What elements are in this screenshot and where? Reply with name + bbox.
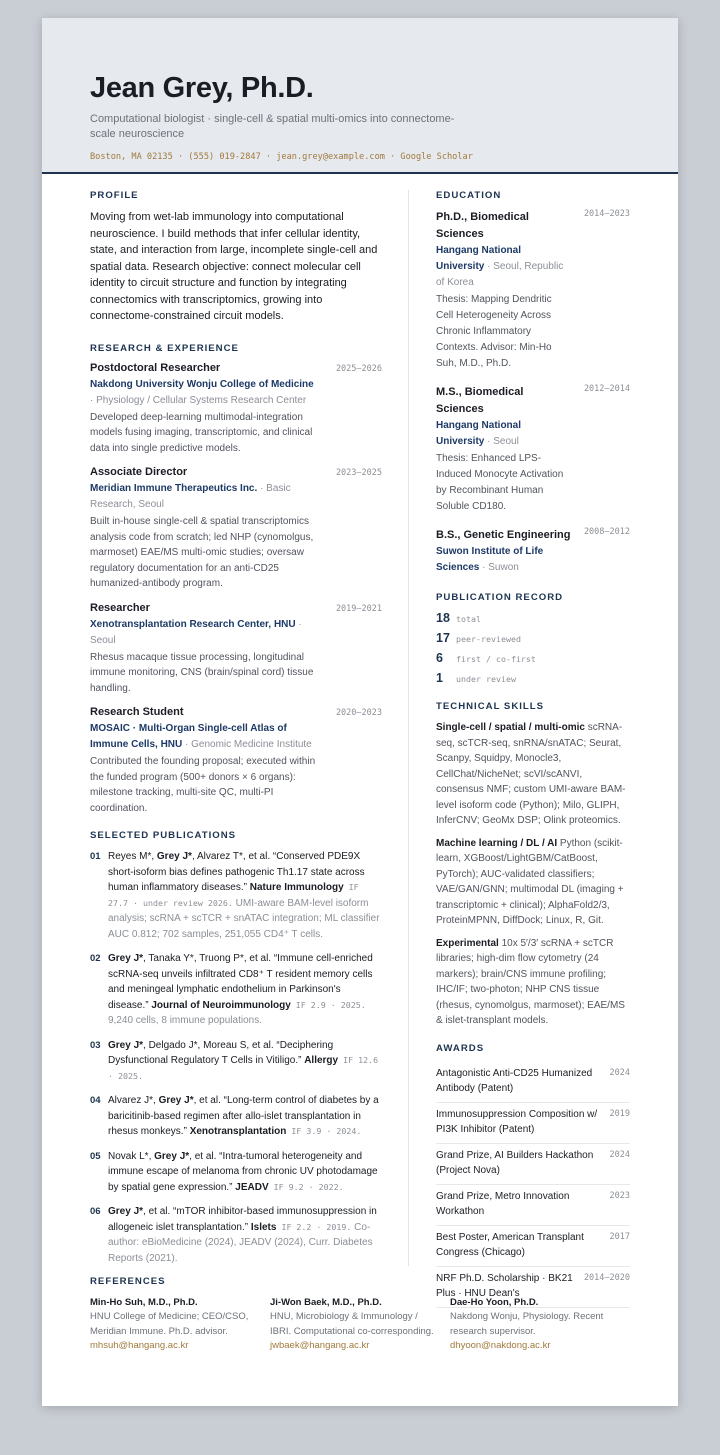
- section-title-experience: RESEARCH & EXPERIENCE: [90, 342, 239, 354]
- contact-line[interactable]: Boston, MA 02135 · (555) 019-2847 · jean.grey@example.com · Google Scholar: [90, 152, 473, 162]
- award-year: 2024: [609, 1067, 630, 1078]
- award-item: [436, 1103, 630, 1144]
- citation-authors-pre: Reyes M*,: [108, 851, 157, 862]
- organization-name: Meridian Immune Therapeutics Inc.: [90, 483, 258, 494]
- stat-count: 18: [436, 611, 450, 625]
- publication-number: 02: [90, 953, 101, 964]
- stat-row: [436, 651, 630, 665]
- publication-citation: [108, 1204, 382, 1266]
- school-name: Hangang National University: [436, 420, 522, 447]
- job-organization: [90, 617, 318, 649]
- reference-email-link[interactable]: dhyoon@nakdong.ac.kr: [450, 1340, 551, 1351]
- degree-dates: 2014–2023: [583, 209, 630, 219]
- job-description: Developed deep-learning multimodal-integration models fusing imaging, transcriptomic, and clinical data into single predictive models.: [90, 411, 313, 454]
- tagline: Computational biologist · single-cell & spatial multi-omics into connectome-scale neuroscience: [90, 113, 455, 140]
- degree-title: M.S., Biomedical Sciences: [436, 386, 524, 415]
- page-title: Jean Grey, Ph.D.: [90, 72, 314, 104]
- education-item: [436, 527, 630, 576]
- organization-name: Xenotransplantation Research Center, HNU: [90, 618, 296, 630]
- reference-name: Min-Ho Suh, M.D., Ph.D.: [90, 1297, 198, 1308]
- award-year: 2017: [609, 1231, 630, 1242]
- award-name: Antagonistic Anti-CD25 Humanized Antibody (Patent): [436, 1067, 593, 1094]
- citation-self-author: Grey J*: [108, 1039, 144, 1051]
- journal-name: Journal of Neuroimmunology: [151, 999, 291, 1011]
- right-column: [436, 190, 630, 1308]
- impact-factor: IF 2.2 · 2019.: [276, 1221, 352, 1232]
- award-year: 2019: [609, 1108, 630, 1119]
- organization-detail: · Genomic Medicine Institute: [182, 739, 312, 750]
- publication-number: 04: [90, 1095, 101, 1106]
- stat-label: peer-reviewed: [456, 634, 521, 644]
- citation-self-author: Grey J*: [158, 1095, 194, 1106]
- skills-list: [436, 720, 630, 1029]
- profile-text: Moving from wet-lab immunology into computational neuroscience. I build methods that infer cellular identity, state, and interaction from large, incomplete single-cell and spatial data. Research objective: connect molecular cell identity to circuit structure and function by integrating connectomics with transcriptomics, growing into connectome-constrained circuit models.: [90, 211, 378, 322]
- section-title-skills: TECHNICAL SKILLS: [436, 701, 545, 712]
- journal-name: Nature Immunology: [249, 882, 344, 893]
- job-title: Researcher: [90, 601, 150, 614]
- references-section: [90, 1276, 630, 1354]
- job-dates: 2023–2025: [335, 468, 382, 478]
- education-item: [436, 209, 630, 372]
- impact-factor: IF 3.9 · 2024.: [286, 1126, 362, 1136]
- reference-description: Nakdong Wonju, Physiology. Recent research supervisor.: [450, 1311, 604, 1337]
- school: [436, 544, 566, 576]
- publication-number: 06: [90, 1206, 101, 1217]
- skill-group: [436, 936, 630, 1029]
- citation-self-author: Grey J*: [154, 1150, 190, 1162]
- stat-label: first / co-first: [456, 654, 536, 664]
- job-title: Research Student: [90, 706, 184, 718]
- job-dates: 2025–2026: [335, 363, 382, 374]
- publication-note: Co-author: eBioMedicine (2024), JEADV (2024), Curr. Diabetes Reports (2021).: [108, 1221, 373, 1264]
- journal-name: JEADV: [235, 1181, 269, 1193]
- publication-stats: [436, 611, 630, 685]
- citation-authors-pre: Novak L*,: [108, 1150, 155, 1162]
- award-name: Grand Prize, AI Builders Hackathon (Project Nova): [436, 1149, 594, 1176]
- publication-item: [90, 1093, 382, 1140]
- reference-name: Dae-Ho Yoon, Ph.D.: [450, 1297, 539, 1308]
- skill-category: Single-cell / spatial / multi-omic: [436, 722, 585, 733]
- publication-item: [90, 1149, 382, 1196]
- column-divider: [408, 190, 409, 1266]
- degree-title: Ph.D., Biomedical Sciences: [436, 211, 529, 240]
- award-name: Immunosuppression Composition w/ PI3K Inhibitor (Patent): [436, 1108, 598, 1135]
- award-item: [436, 1062, 630, 1103]
- skill-group: [436, 720, 630, 829]
- references-list: [90, 1297, 630, 1354]
- reference-name: Ji-Won Baek, M.D., Ph.D.: [270, 1297, 382, 1308]
- citation-text: , et al. “mTOR inhibitor-based immunosuppression in allogeneic islet transplantation.”: [108, 1206, 377, 1233]
- stat-row: [436, 611, 630, 625]
- skill-details: 10x 5′/3′ scRNA + scTCR libraries; high-dim flow cytometry (24 markers); brain/CNS immune profiling; IHC/IF; two-photon; NHP CNS tissue (rhesus, cynomolgus, marmoset); EAE/MS & islet-transplant models.: [436, 937, 625, 1026]
- school-name: Suwon Institute of Life Sciences: [436, 546, 544, 573]
- organization-name: MOSAIC · Multi-Organ Single-cell Atlas of Immune Cells, HNU: [90, 723, 287, 750]
- thesis: Thesis: Enhanced LPS-Induced Monocyte Activation by Recombinant Human Soluble CD180.: [436, 453, 564, 512]
- citation-authors-pre: Alvarez J*,: [108, 1095, 159, 1106]
- school-name: Hangang National University: [436, 245, 522, 272]
- education-header: [436, 209, 630, 243]
- experience-header: [90, 602, 382, 614]
- citation-self-author: Grey J*: [156, 851, 192, 862]
- education-header: [436, 527, 630, 544]
- publication-citation: [108, 1149, 382, 1196]
- job-description: Rhesus macaque tissue processing, longitudinal immune monitoring, CNS (brain/spinal cord) tissue handling.: [90, 651, 314, 694]
- school-location: · Seoul: [484, 436, 519, 447]
- job-title: Associate Director: [90, 466, 188, 478]
- job-organization: [90, 377, 318, 409]
- skill-group: [436, 836, 630, 929]
- award-item: [436, 1144, 630, 1185]
- journal-name: Islets: [250, 1221, 277, 1233]
- impact-factor: IF 12.6 · 2025.: [108, 1055, 379, 1081]
- publication-number: 01: [90, 851, 101, 862]
- experience-header: [90, 466, 382, 478]
- citation-text: , et al. “Intra-tumoral heterogeneity and immune escape of melanoma from chronic UV photodamage by spatial gene expression.”: [108, 1150, 378, 1193]
- citation-text: , et al. “Long-term control of diabetes by a baricitinib-based regimen after allo-islet transplantation in rhesus monkeys.”: [108, 1095, 379, 1137]
- job-dates: 2019–2021: [335, 603, 382, 614]
- citation-self-author: Grey J*: [108, 953, 144, 964]
- award-item: [436, 1185, 630, 1226]
- section-title-references: REFERENCES: [90, 1276, 166, 1287]
- award-year: 2024: [609, 1149, 630, 1160]
- award-item: [436, 1226, 630, 1267]
- impact-factor: IF 27.7 · under review 2026.: [108, 882, 359, 908]
- reference-item: [450, 1297, 630, 1354]
- stat-label: under review: [456, 674, 516, 684]
- citation-text: , Delgado J*, Moreau S, et al. “Deciphering Dysfunctional Regulatory T Cells in Vitiligo.”: [108, 1039, 334, 1066]
- school: [436, 418, 566, 450]
- left-column: [90, 190, 382, 1275]
- school-location: · Seoul, Republic of Korea: [436, 261, 564, 288]
- award-year: 2014–2020: [583, 1272, 630, 1283]
- publication-item: [90, 849, 382, 942]
- job-description: Built in-house single-cell & spatial transcriptomics analysis code from scratch; led NHP (cynomolgus, marmoset) EAE/MS multi-omic studies; oversaw regulatory documentation for an anti-CD25 humanized-antibody program.: [90, 516, 314, 589]
- section-title-education: EDUCATION: [436, 190, 502, 201]
- skill-category: Experimental: [436, 937, 499, 949]
- degree-dates: 2008–2012: [583, 527, 630, 537]
- journal-name: Allergy: [304, 1055, 339, 1066]
- experience-item: [90, 362, 382, 457]
- education-item: [436, 384, 630, 515]
- citation-text: , Tanaka Y*, Truong P*, et al. “Immune cell-enriched scRNA-seq unveils infiltrated CD8⁺ T resident memory cells and meningeal lymphatic endothelium in Parkinson's disease.”: [108, 953, 373, 1011]
- section-title-publications: SELECTED PUBLICATIONS: [90, 830, 237, 841]
- award-name: Best Poster, American Transplant Congress (Chicago): [436, 1231, 584, 1258]
- organization-name: Nakdong University Wonju College of Medicine: [90, 378, 314, 390]
- organization-detail: · Seoul: [90, 618, 302, 646]
- school: [436, 243, 566, 291]
- award-name: Grand Prize, Metro Innovation Workathon: [436, 1190, 570, 1217]
- awards-list: [436, 1062, 630, 1308]
- award-year: 2023: [609, 1190, 630, 1201]
- publication-citation: [108, 951, 382, 1029]
- section-title-pub-record: PUBLICATION RECORD: [436, 592, 564, 603]
- impact-factor: IF 9.2 · 2022.: [268, 1181, 344, 1192]
- reference-email-link[interactable]: jwbaek@hangang.ac.kr: [270, 1340, 370, 1351]
- reference-item: [270, 1297, 450, 1354]
- publication-note: UMI-aware BAM-level isoform analysis; scRNA + scTCR + snATAC integration; ML classifier AUC 0.812; 702 samples, 251,055 CD4⁺ T cells.: [108, 897, 380, 940]
- resume-page: [42, 18, 678, 1406]
- skill-category: Machine learning / DL / AI: [436, 837, 558, 849]
- citation-self-author: Grey J*: [108, 1206, 144, 1217]
- stat-row: [436, 631, 630, 645]
- experience-item: [90, 466, 382, 592]
- publication-list: [90, 849, 382, 1266]
- skill-details: scRNA-seq, scTCR-seq, snRNA/snATAC; Seurat, Scanpy, Squidpy, Monocle3, CellChat/NicheNet; scVI/scANVI, consensus NMF; custom UMI-aware BAM-level isoform code (Python); Milo, GLIPH, InferCNV; GeoMx DSP; Olink proteomics.: [436, 722, 626, 826]
- job-organization: [90, 721, 318, 753]
- organization-detail: · Physiology / Cellular Systems Research Center: [90, 394, 307, 406]
- reference-item: [90, 1297, 270, 1354]
- thesis: Thesis: Mapping Dendritic Cell Heterogeneity Across Chronic Inflammatory Contexts. Advisor: Min-Ho Suh, M.D., Ph.D.: [436, 294, 552, 369]
- job-dates: 2020–2023: [335, 708, 382, 718]
- job-organization: [90, 481, 318, 513]
- organization-detail: · Basic Research, Seoul: [90, 483, 291, 510]
- publication-item: [90, 1204, 382, 1266]
- school-location: · Suwon: [479, 562, 519, 573]
- stat-count: 6: [436, 651, 443, 665]
- section-title-awards: AWARDS: [436, 1042, 485, 1054]
- citation-text: , Alvarez T*, et al. “Conserved PDE9X short-isoform bias defines pathogenic Th1.17 state across human inflammatory diseases.”: [108, 851, 365, 893]
- job-title: Postdoctoral Researcher: [90, 361, 221, 374]
- publication-citation: [108, 1038, 382, 1085]
- impact-factor: IF 2.9 · 2025.: [290, 999, 366, 1010]
- experience-header: [90, 706, 382, 718]
- degree-title: B.S., Genetic Engineering: [436, 529, 571, 541]
- skill-details: Python (scikit-learn, XGBoost/LightGBM/CatBoost, PyTorch); AUC-validated classifiers; VAE/GAN/GNN; multimodal DL (imaging + transcriptomic + clinical); AlphaFold2/3, ProteinMPNN, DiffDock; Linux, R, Git.: [436, 837, 624, 926]
- award-name: NRF Ph.D. Scholarship · BK21 Plus · HNU Dean's: [436, 1272, 573, 1299]
- journal-name: Xenotransplantation: [189, 1126, 287, 1137]
- publication-item: [90, 951, 382, 1029]
- education-list: [436, 209, 630, 576]
- degree-dates: 2012–2014: [583, 384, 630, 394]
- stat-label: total: [456, 614, 481, 624]
- publication-item: [90, 1038, 382, 1085]
- experience-item: [90, 602, 382, 697]
- publication-citation: [108, 849, 382, 942]
- publication-number: 05: [90, 1150, 101, 1162]
- experience-list: [90, 362, 382, 817]
- job-description: Contributed the founding proposal; executed within the funded program (500+ donors × 6 organs): milestone tracking, multi-site QC, multi-PI coordination.: [90, 756, 316, 814]
- reference-description: HNU, Microbiology & Immunology / IBRI. Computational co-corresponding.: [270, 1311, 434, 1337]
- experience-item: [90, 706, 382, 816]
- publication-citation: [108, 1093, 382, 1140]
- section-title-profile: PROFILE: [90, 190, 139, 201]
- experience-header: [90, 362, 382, 374]
- stat-count: 1: [436, 671, 443, 685]
- stat-row: [436, 671, 630, 685]
- reference-description: HNU College of Medicine; CEO/CSO, Meridian Immune. Ph.D. advisor.: [90, 1311, 249, 1337]
- stat-count: 17: [436, 631, 450, 645]
- publication-note: 9,240 cells, 8 immune populations.: [108, 1015, 262, 1026]
- reference-email-link[interactable]: mhsuh@hangang.ac.kr: [90, 1340, 189, 1351]
- education-header: [436, 384, 630, 418]
- publication-number: 03: [90, 1039, 101, 1051]
